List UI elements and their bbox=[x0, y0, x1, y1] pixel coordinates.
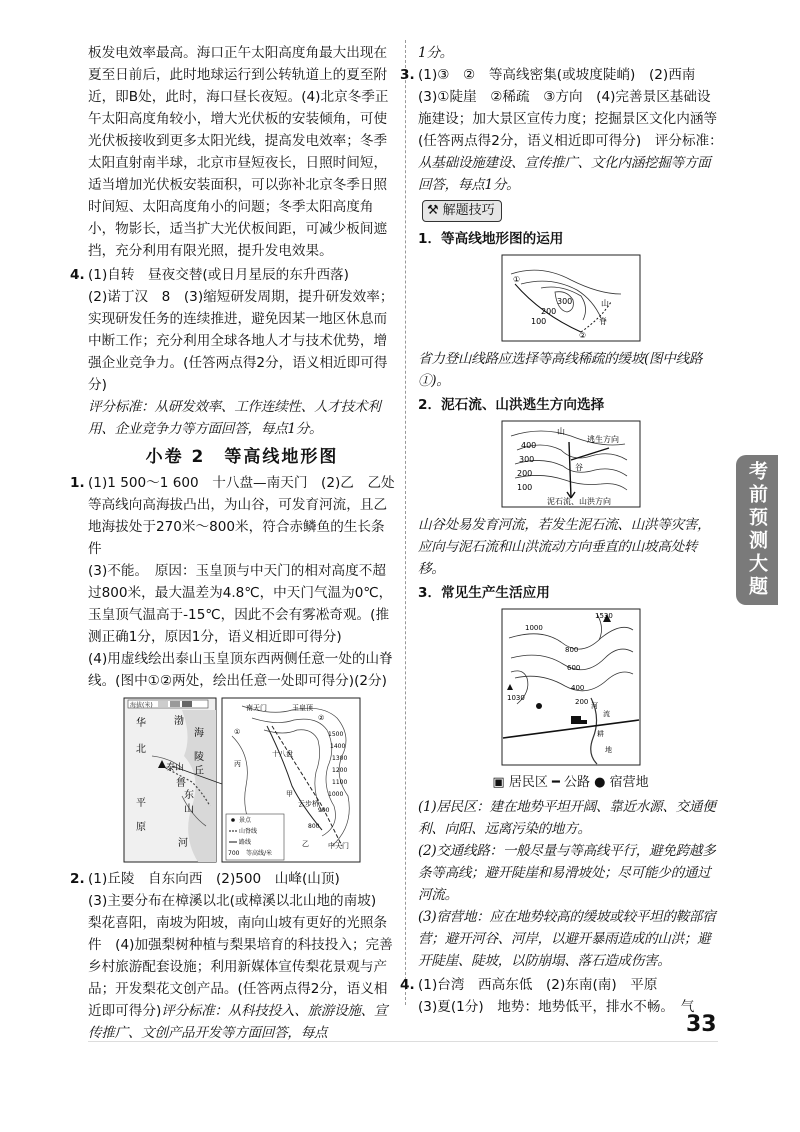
wrench-icon: ⚒ bbox=[427, 203, 439, 218]
tip-note: 省力登山线路应选择等高线稀疏的缓坡(图中线路①)。 bbox=[418, 351, 703, 389]
campsite-icon: ● bbox=[594, 775, 606, 790]
map-label: 玉皇顶 bbox=[292, 704, 313, 712]
map-label: 鲁 bbox=[176, 778, 186, 789]
map-label: 海 bbox=[194, 728, 204, 739]
figure-legend bbox=[418, 772, 723, 794]
map-label: 800 bbox=[308, 823, 320, 830]
figure-label: 300 bbox=[518, 455, 534, 464]
answer-text bbox=[88, 890, 396, 1044]
figure-label: 脊 bbox=[598, 317, 607, 326]
map-label: 1100 bbox=[332, 779, 348, 786]
map-label: 900 bbox=[318, 807, 330, 814]
legend-label: 等高线/米 bbox=[246, 850, 273, 857]
figure-label: 泥石流、山洪方向 bbox=[546, 497, 611, 506]
map-label: 河 bbox=[178, 838, 188, 849]
question-number: 4. bbox=[400, 977, 415, 993]
tip-note: (3)宿营地：应在地势较高的缓坡或较平坦的鞍部宿营；避开河谷、河岸，以避开暴雨造成的山洪；避开陡崖、陡坡，以防崩塌、落石造成伤害。 bbox=[418, 909, 716, 969]
figure-label: 800 bbox=[564, 646, 578, 654]
campsite-dot bbox=[536, 703, 542, 709]
tips-label: 解题技巧 bbox=[442, 203, 495, 218]
figure-label: 耕 bbox=[596, 730, 604, 738]
right-column bbox=[400, 42, 723, 1018]
tips-badge bbox=[422, 200, 502, 222]
figure-label: ② bbox=[578, 331, 586, 340]
map-label: 丙 bbox=[234, 760, 241, 768]
paragraph-continued: 板发电效率最高。海口正午太阳高度角最大出现在夏至日前后，此时地球运行到公转轨道上的夏至附近，即B处，此时，海口昼长夜短。(4)北京冬季正午太阳高度角较小，增大光伏板的安装倾角，可使光伏板接收到更多太阳光线，提高发电效率；冬季太阳直射南半球，北京市昼短夜长，日照时间短，适当增加光伏板安装面积，可以弥补北京冬季日照时间短、太阳高度角小的问题；冬季太阳高度角小，物影长，适当扩大光伏板间距，可减少板间遮挡，充分利用有限光照，提升发电效果。 bbox=[88, 45, 389, 259]
footer-divider bbox=[88, 1041, 718, 1042]
answer-text: (1)丘陵 自东向西 (2)500 山峰(山顶) bbox=[88, 871, 340, 887]
map-label: 1200 bbox=[332, 767, 348, 774]
question-4-right bbox=[400, 974, 723, 996]
answer-text: (1)台湾 西高东低 (2)东南(南) 平原 bbox=[418, 977, 658, 993]
side-tab: 考前预测大题 bbox=[736, 455, 778, 605]
figure-label: 流 bbox=[602, 710, 610, 718]
answer-text: (4)用虚线绘出泰山玉皇顶东西两侧任意一处的山脊线。(图中①②两处，绘出任意一处即可得分)(2分) bbox=[88, 651, 393, 689]
question-2 bbox=[70, 868, 396, 890]
figure-label: 地 bbox=[604, 746, 612, 754]
map-label: 南天门 bbox=[246, 704, 267, 712]
scoring-note: 评分标准：从研发效率、工作连续性、人才技术利用、企业竞争力等方面回答，每点1分。 bbox=[88, 399, 381, 437]
figure-label: 谷 bbox=[574, 463, 583, 472]
figure-label: 200 bbox=[574, 698, 588, 706]
question-number: 3. bbox=[400, 67, 415, 83]
question-number: 4. bbox=[70, 267, 85, 283]
escape-direction-figure bbox=[501, 420, 641, 510]
production-life-figure bbox=[501, 608, 641, 768]
scoring-note-continued: 1分。 bbox=[418, 45, 453, 61]
map-label: 中天门 bbox=[328, 842, 349, 850]
scoring-note: 从基础设施建设、宣传推广、文化内涵挖掘等方面回答，每点1分。 bbox=[418, 155, 711, 193]
figure-label: 600 bbox=[566, 664, 580, 672]
question-number: 1. bbox=[70, 475, 85, 491]
answer-text: (1)③ ② 等高线密集(或坡度陡峭) (2)西南 bbox=[418, 67, 696, 83]
map-label: 云步桥 bbox=[298, 800, 319, 808]
residential-icon: ▣ bbox=[492, 775, 505, 790]
answer-text: (1)自转 昼夜交替(或日月星辰的东升西落) bbox=[88, 267, 349, 283]
map-label: 山 bbox=[184, 804, 194, 815]
map-label: ① bbox=[234, 728, 241, 736]
figure-label: 山 bbox=[600, 299, 609, 308]
map-label: ② bbox=[318, 714, 325, 722]
tip-heading: 2．泥石流、山洪逃生方向选择 bbox=[418, 397, 605, 413]
road-icon: ━ bbox=[551, 775, 560, 790]
tip-note: (2)交通线路：一般尽量与等高线平行，避免跨越多条等高线；避开陡崖和易滑坡处；尽可能少的通过河流。 bbox=[418, 843, 716, 903]
figure-label: 100 bbox=[530, 317, 546, 326]
map-label: 华 bbox=[136, 718, 146, 729]
answer-text: (1)1 500～1 600 十八盘—南天门 (2)乙 乙处等高线向高海拔凸出，为山谷，可发育河流，且乙地海拔处于270米～800米，符合赤鳞鱼的生长条件 bbox=[88, 475, 395, 557]
map-label: 陵 bbox=[194, 752, 204, 763]
answer-text: (3)主要分布在樟溪以北(或樟溪以北山地的南坡) 梨花喜阳，南坡为阳坡，南向山坡有更好的光照条件 (4)加强梨树种植与梨果培育的科技投入；完善乡村旅游配套设施；利用新媒体宣传梨花景观与产品；开发梨花文创产品。(任答两点得2分，语义相近即可得分) bbox=[88, 893, 393, 1019]
map-label: 平 bbox=[136, 798, 146, 809]
residential-icon bbox=[571, 716, 581, 724]
map-label: 1300 bbox=[332, 755, 348, 762]
legend-label: 景点 bbox=[239, 817, 252, 824]
page-number: 33 bbox=[686, 1012, 717, 1037]
tip-heading: 3．常见生产生活应用 bbox=[418, 585, 550, 601]
figure-label: 400 bbox=[570, 684, 584, 692]
answer-text: (3)夏(1分) 地势：地势低平，排水不畅。 气 bbox=[418, 999, 695, 1015]
map-label: 丘 bbox=[194, 766, 204, 777]
tip-heading: 1．等高线地形图的运用 bbox=[418, 231, 564, 247]
figure-label: 200 bbox=[540, 307, 556, 316]
map-label: 1000 bbox=[328, 791, 344, 798]
column-divider bbox=[405, 40, 406, 1005]
figure-label: ① bbox=[512, 275, 520, 284]
legend-label: 居民区 bbox=[508, 775, 548, 790]
figure-label: 200 bbox=[516, 469, 532, 478]
figure-label: 1030 bbox=[506, 694, 525, 702]
map-label: 渤 bbox=[174, 716, 184, 727]
figure-label: 100 bbox=[516, 483, 532, 492]
figure-label: 逃生方向 bbox=[586, 435, 619, 444]
map-scale-label: 海拔(米) bbox=[130, 702, 153, 709]
legend-label: 山脊线 bbox=[239, 828, 258, 835]
answer-text bbox=[418, 86, 723, 196]
legend-label: 宿营地 bbox=[609, 775, 649, 790]
figure-label: 1000 bbox=[524, 624, 543, 632]
answer-text: (2)诺丁汉 8 (3)缩短研发周期，提升研发效率；实现研发任务的连续推进，避免因某一地区休息而中断工作；充分利用全球各地人才与技术优势，增强企业竞争力。(任答两点得2分，语义相近即可得分) bbox=[88, 289, 394, 393]
tip-note: (1)居民区：建在地势平坦开阔、靠近水源、交通便利、向阳、远离污染的地方。 bbox=[418, 799, 716, 837]
figure-label: 山 bbox=[556, 427, 565, 436]
figure-label: 300 bbox=[556, 297, 572, 306]
map-label: 1400 bbox=[330, 743, 346, 750]
legend-label: 公路 bbox=[563, 775, 590, 790]
legend-label: 路线 bbox=[239, 839, 252, 846]
question-4 bbox=[70, 264, 396, 286]
section-title: 小卷 2 等高线地形图 bbox=[145, 447, 339, 467]
figure-label: 400 bbox=[520, 441, 536, 450]
left-column bbox=[70, 42, 396, 1044]
map-label: 十八盘 bbox=[272, 750, 293, 758]
tip-note: 山谷处易发育河流，若发生泥石流、山洪等灾害，应向与泥石流和山洪流动方向垂直的山坡高处转移。 bbox=[418, 517, 711, 577]
taishan-map-figure bbox=[122, 696, 362, 864]
map-label: 1500 bbox=[328, 731, 344, 738]
question-3 bbox=[400, 64, 723, 86]
map-label: 甲 bbox=[286, 790, 293, 798]
map-label: 东 bbox=[184, 790, 194, 801]
answer-text: (3)不能。 原因：玉皇顶与中天门的相对高度不超过800米，最大温差为4.8℃，中天门气温为0℃，玉皇顶气温高于-15℃，因此不会有雾凇奇观。(推测正确1分，原因1分，语义相近即可得分) bbox=[88, 563, 393, 645]
scoring-note: 评分标准：从科技投入、旅游设施、宣传推广、文创产品开发等方面回答，每点 bbox=[88, 1003, 388, 1041]
legend-label: 700 bbox=[228, 850, 240, 857]
contour-route-figure bbox=[501, 254, 641, 344]
question-number: 2. bbox=[70, 871, 85, 887]
figure-label: 河 bbox=[590, 702, 598, 710]
map-label: 乙 bbox=[302, 840, 309, 848]
map-label: 原 bbox=[136, 822, 146, 833]
figure-label: 1530 bbox=[594, 612, 613, 620]
map-label: 北 bbox=[136, 744, 146, 755]
answer-text: (3)①陡崖 ②稀疏 ③方向 (4)完善景区基础设施建设；加大景区宣传力度；挖掘景区文化内涵等(任答两点得2分，语义相近即可得分) 评分标准： bbox=[418, 89, 723, 149]
question-1 bbox=[70, 472, 396, 560]
map-label: 泰山 bbox=[166, 763, 185, 773]
